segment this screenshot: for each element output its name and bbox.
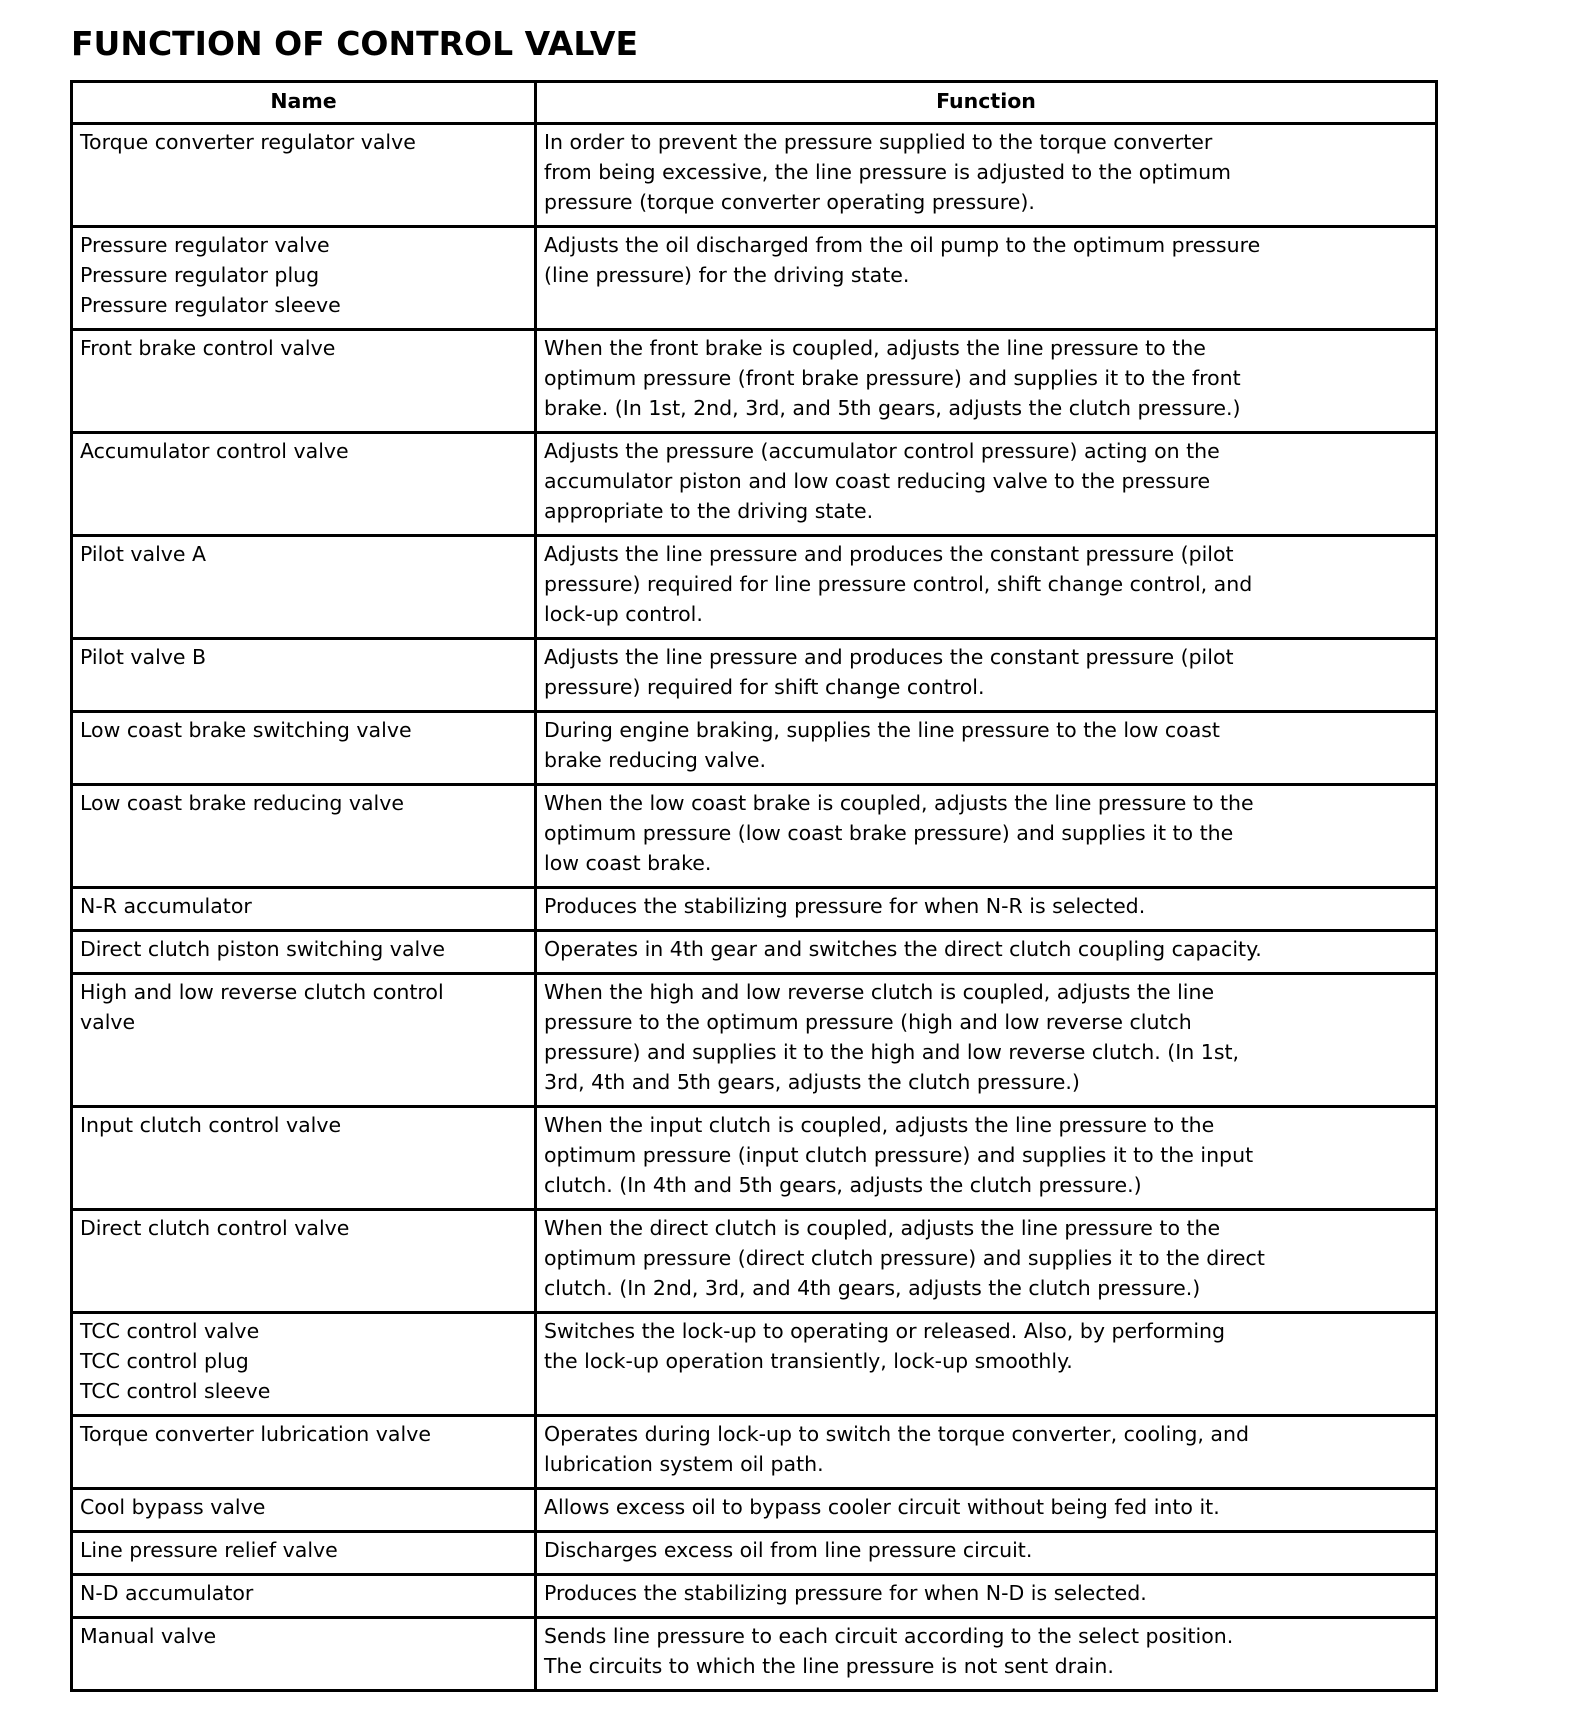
table-row (72, 1313, 1437, 1416)
table-row (72, 888, 1437, 931)
valve-function-cell: When the input clutch is coupled, adjusts the line pressure to the optimum pressure (input clutch pressure) and supplies it to the input clutch. (In 4th and 5th gears, adjusts the clutch pressure.) (536, 1107, 1437, 1210)
valve-function-cell: Adjusts the line pressure and produces the constant pressure (pilot pressure) required for shift change control. (536, 639, 1437, 712)
table-row (72, 330, 1437, 433)
valve-name-cell: Torque converter lubrication valve (72, 1416, 536, 1489)
valve-name-cell: Direct clutch control valve (72, 1210, 536, 1313)
valve-name-cell: TCC control valve TCC control plug TCC control sleeve (72, 1313, 536, 1416)
table-row (72, 536, 1437, 639)
page-title: FUNCTION OF CONTROL VALVE (71, 24, 638, 63)
valve-name-cell: Pilot valve A (72, 536, 536, 639)
table-row (72, 712, 1437, 785)
valve-name-cell: Pressure regulator valve Pressure regulator plug Pressure regulator sleeve (72, 227, 536, 330)
header-name: Name (72, 82, 536, 124)
valve-function-cell: Allows excess oil to bypass cooler circuit without being fed into it. (536, 1489, 1437, 1532)
valve-name-cell: Line pressure relief valve (72, 1532, 536, 1575)
table-row (72, 1618, 1437, 1691)
valve-name-cell: N-D accumulator (72, 1575, 536, 1618)
valve-name-cell: Direct clutch piston switching valve (72, 931, 536, 974)
valve-function-cell: Adjusts the oil discharged from the oil pump to the optimum pressure (line pressure) for the driving state. (536, 227, 1437, 330)
table-row (72, 1210, 1437, 1313)
valve-function-cell: In order to prevent the pressure supplied to the torque converter from being excessive, the line pressure is adjusted to the optimum pressure (torque converter operating pressure). (536, 124, 1437, 227)
valve-function-cell: Operates in 4th gear and switches the direct clutch coupling capacity. (536, 931, 1437, 974)
valve-name-cell: Front brake control valve (72, 330, 536, 433)
valve-function-cell: Produces the stabilizing pressure for when N-D is selected. (536, 1575, 1437, 1618)
control-valve-table (70, 80, 1438, 1692)
valve-function-cell: When the high and low reverse clutch is coupled, adjusts the line pressure to the optimum pressure (high and low reverse clutch pressure) and supplies it to the high and low reverse clutch. (In 1st, 3rd, 4th and 5th gears, adjusts the clutch pressure.) (536, 974, 1437, 1107)
valve-function-cell: Sends line pressure to each circuit according to the select position. The circuits to which the line pressure is not sent drain. (536, 1618, 1437, 1691)
table-row (72, 931, 1437, 974)
valve-function-cell: Switches the lock-up to operating or released. Also, by performing the lock-up operation transiently, lock-up smoothly. (536, 1313, 1437, 1416)
valve-function-cell: When the low coast brake is coupled, adjusts the line pressure to the optimum pressure (low coast brake pressure) and supplies it to the low coast brake. (536, 785, 1437, 888)
valve-name-cell: Torque converter regulator valve (72, 124, 536, 227)
valve-name-cell: Low coast brake reducing valve (72, 785, 536, 888)
valve-function-cell: Adjusts the pressure (accumulator control pressure) acting on the accumulator piston and low coast reducing valve to the pressure appropriate to the driving state. (536, 433, 1437, 536)
table-row (72, 639, 1437, 712)
valve-name-cell: N-R accumulator (72, 888, 536, 931)
table-header-row (72, 82, 1437, 124)
valve-name-cell: High and low reverse clutch control valve (72, 974, 536, 1107)
table-row (72, 1489, 1437, 1532)
table-row (72, 974, 1437, 1107)
table-row (72, 124, 1437, 227)
valve-name-cell: Accumulator control valve (72, 433, 536, 536)
valve-function-cell: When the direct clutch is coupled, adjusts the line pressure to the optimum pressure (direct clutch pressure) and supplies it to the direct clutch. (In 2nd, 3rd, and 4th gears, adjusts the clutch pressure.) (536, 1210, 1437, 1313)
valve-function-cell: Discharges excess oil from line pressure circuit. (536, 1532, 1437, 1575)
table-row (72, 1575, 1437, 1618)
valve-name-cell: Cool bypass valve (72, 1489, 536, 1532)
valve-name-cell: Low coast brake switching valve (72, 712, 536, 785)
table-row (72, 1532, 1437, 1575)
header-function: Function (536, 82, 1437, 124)
valve-function-cell: Produces the stabilizing pressure for when N-R is selected. (536, 888, 1437, 931)
valve-function-cell: During engine braking, supplies the line pressure to the low coast brake reducing valve. (536, 712, 1437, 785)
valve-name-cell: Pilot valve B (72, 639, 536, 712)
valve-name-cell: Manual valve (72, 1618, 536, 1691)
table-row (72, 1416, 1437, 1489)
valve-function-cell: When the front brake is coupled, adjusts the line pressure to the optimum pressure (front brake pressure) and supplies it to the front brake. (In 1st, 2nd, 3rd, and 5th gears, adjusts the clutch pressure.) (536, 330, 1437, 433)
table-row (72, 227, 1437, 330)
table-row (72, 433, 1437, 536)
valve-function-cell: Adjusts the line pressure and produces the constant pressure (pilot pressure) required for line pressure control, shift change control, and lock-up control. (536, 536, 1437, 639)
table-row (72, 785, 1437, 888)
table-row (72, 1107, 1437, 1210)
valve-name-cell: Input clutch control valve (72, 1107, 536, 1210)
valve-function-cell: Operates during lock-up to switch the torque converter, cooling, and lubrication system oil path. (536, 1416, 1437, 1489)
